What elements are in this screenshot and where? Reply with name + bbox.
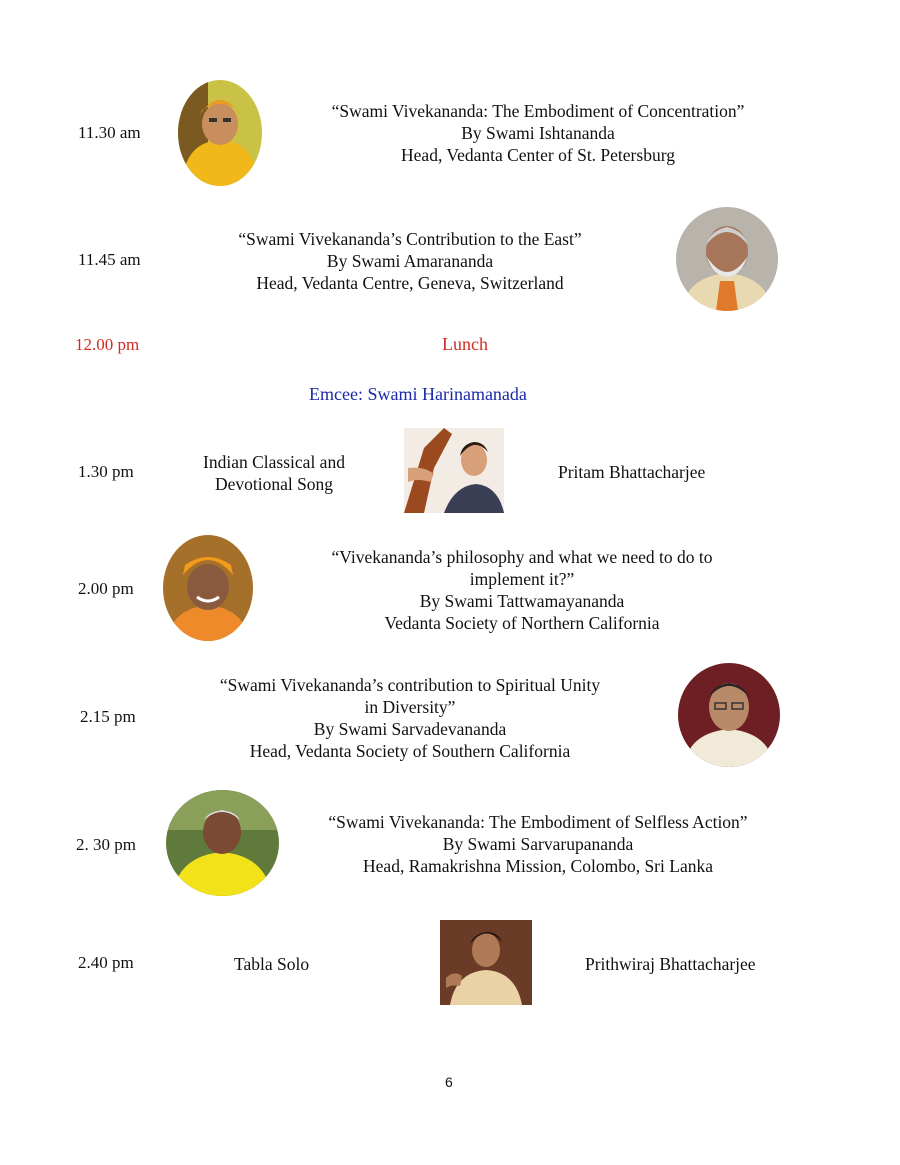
talk-title-line-2: in Diversity” [364,697,456,717]
performer-name: Pritam Bhattacharjee [558,462,706,482]
performance-1 [190,451,358,495]
talk-title-line-2: implement it?” [469,569,575,589]
talk-speaker: By Swami Ishtananda [461,123,615,143]
talk-230 [300,811,776,877]
event-line-2: Devotional Song [214,474,334,494]
emcee-label: Emcee: Swami Harinamanada [309,384,527,404]
speaker-photo-amarananda [676,207,778,311]
talk-title: “Swami Vivekananda: The Embodiment of Selfless Action” [328,812,748,832]
performer-photo-pritam [404,428,504,513]
talk-title: “Swami Vivekananda: The Embodiment of Concentration” [331,101,745,121]
page-number: 6 [445,1074,453,1090]
talk-affiliation: Vedanta Society of Northern California [384,613,660,633]
talk-200 [300,546,744,634]
time-1130: 11.30 am [78,123,141,142]
talk-affiliation: Head, Vedanta Center of St. Petersburg [401,145,675,165]
time-200: 2.00 pm [78,579,134,598]
speaker-photo-sarvarupananda [166,790,279,896]
speaker-photo-ishtananda [178,80,262,186]
performer-name: Prithwiraj Bhattacharjee [585,954,756,974]
talk-speaker: By Swami Amarananda [326,251,494,271]
time-230: 2. 30 pm [76,835,136,854]
speaker-photo-sarvadevananda [678,663,780,767]
lunch-label: Lunch [442,334,488,354]
talk-affiliation: Head, Ramakrishna Mission, Colombo, Sri Lanka [363,856,713,876]
talk-affiliation: Head, Vedanta Centre, Geneva, Switzerland [256,273,564,293]
event-tabla-solo: Tabla Solo [234,954,310,974]
time-215: 2.15 pm [80,707,136,726]
talk-speaker: By Swami Sarvadevananda [313,719,507,739]
talk-1145 [170,228,650,294]
time-240: 2.40 pm [78,953,134,972]
talk-title-line-1: “Swami Vivekananda’s contribution to Spiritual Unity [219,675,601,695]
speaker-photo-tattwamayananda [163,535,253,641]
time-130: 1.30 pm [78,462,134,481]
talk-speaker: By Swami Sarvarupananda [442,834,634,854]
event-line-1: Indian Classical and [203,452,345,472]
talk-speaker: By Swami Tattwamayananda [419,591,625,611]
talk-title: “Swami Vivekananda’s Contribution to the East” [238,229,582,249]
performer-photo-prithwiraj [440,920,532,1005]
time-1200: 12.00 pm [75,335,140,354]
time-1145: 11.45 am [78,250,141,269]
talk-affiliation: Head, Vedanta Society of Southern California [249,741,571,761]
talk-215 [190,674,630,762]
talk-title-line-1: “Vivekananda’s philosophy and what we need to do to [331,547,713,567]
talk-1130 [300,100,776,166]
